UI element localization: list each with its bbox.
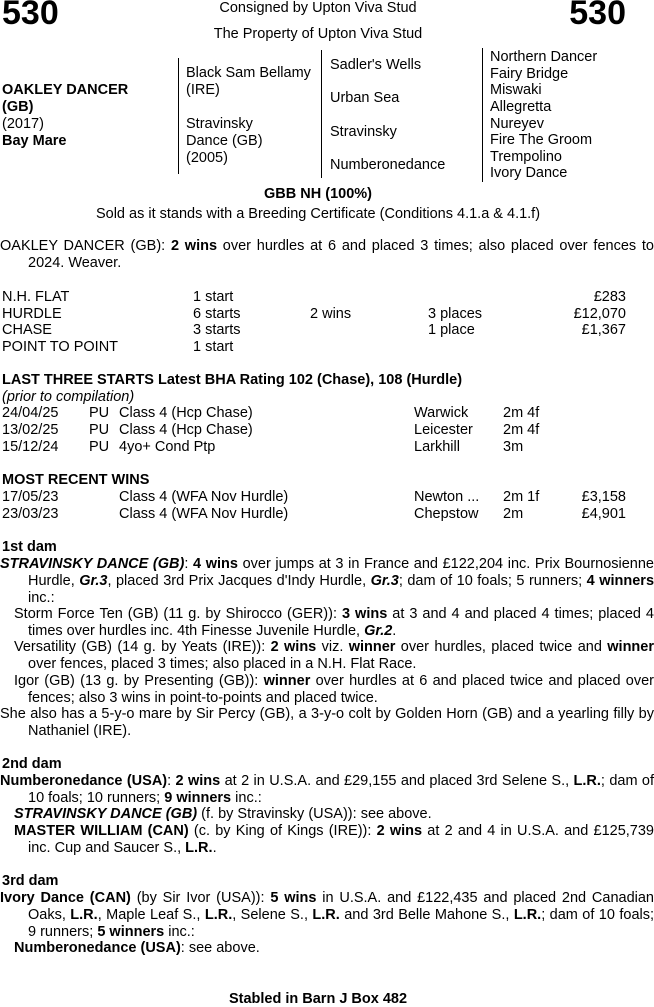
first-dam-also: She also has a 5-y-o mare by Sir Percy (GB), a 3-y-o colt by Golden Horn (GB) and a yearling filly by Nathaniel (IRE). xyxy=(0,706,654,739)
race-summary: OAKLEY DANCER (GB): 2 wins over hurdles at 6 and placed 3 times; also placed over fences to 2024. Weaver. xyxy=(0,238,654,271)
pedigree-gs-2: Urban Sea xyxy=(330,90,400,106)
first-dam-offspring: Igor (GB) (13 g. by Presenting (GB)): winner over hurdles at 6 and placed twice and placed over fences; also 3 wins in point-to-points and placed twice. xyxy=(14,673,654,706)
pedigree-gs-4: Numberonedance xyxy=(330,157,446,173)
second-dam-heading: 2nd dam xyxy=(2,756,62,772)
stabled-footer: Stabled in Barn J Box 482 xyxy=(228,991,408,1007)
second-dam-paragraph: Numberonedance (USA): 2 wins at 2 in U.S.A. and £29,155 and placed 3rd Selene S., L.R.; dam of 10 foals; 10 runners; 9 winners inc.: xyxy=(0,773,654,806)
pedigree-divider-3 xyxy=(482,48,483,182)
record-row: HURDLE 6 starts 2 wins 3 places £12,070 xyxy=(2,306,626,322)
last-start-row: 15/12/24 PU 4yo+ Cond Ptp Larkhill 3m xyxy=(2,439,524,455)
last-three-note: (prior to compilation) xyxy=(2,389,135,405)
pedigree-ggs-7: Trempolino xyxy=(490,149,562,165)
first-dam-paragraph: STRAVINSKY DANCE (GB): 4 wins over jumps at 3 in France and £122,204 inc. Prix Bournosienne Hurdle, Gr.3, placed 3rd Prix Jacques d'Indy Hurdle, Gr.3; dam of 10 foals; 5 runners; 4 winners inc.: xyxy=(0,556,654,606)
pedigree-gs-1: Sadler's Wells xyxy=(330,57,422,73)
sold-line: Sold as it stands with a Breeding Certificate (Conditions 4.1.a & 4.1.f) xyxy=(95,206,541,222)
horse-name: OAKLEY DANCER xyxy=(2,82,129,98)
property-line: The Property of Upton Viva Stud xyxy=(213,26,423,42)
last-start-row: 13/02/25 PU Class 4 (Hcp Chase) Leicester 2m 4f xyxy=(2,422,540,438)
pedigree-dam-line3: (2005) xyxy=(186,150,228,166)
lot-number-right: 530 xyxy=(569,0,626,32)
pedigree-divider-1 xyxy=(178,58,179,174)
first-dam-offspring: Versatility (GB) (14 g. by Yeats (IRE)): 2 wins viz. winner over hurdles, placed twice and winner over fences, placed 3 times; also placed in a N.H. Flat Race. xyxy=(14,639,654,672)
pedigree-ggs-8: Ivory Dance xyxy=(490,165,568,181)
last-three-heading: LAST THREE STARTS Latest BHA Rating 102 (Chase), 108 (Hurdle) xyxy=(2,372,463,388)
record-row: N.H. FLAT 1 start £283 xyxy=(2,289,626,305)
rating-line: GBB NH (100%) xyxy=(264,186,372,202)
record-row: CHASE 3 starts 1 place £1,367 xyxy=(2,322,626,338)
lot-number-left: 530 xyxy=(2,0,59,32)
pedigree-ggs-3: Miswaki xyxy=(490,82,542,98)
pedigree-ggs-1: Northern Dancer xyxy=(490,49,598,65)
third-dam-heading: 3rd dam xyxy=(2,873,59,889)
record-row: POINT TO POINT 1 start xyxy=(2,339,234,355)
third-dam-paragraph: Ivory Dance (CAN) (by Sir Ivor (USA)): 5 wins in U.S.A. and £122,435 and placed 2nd Canadian Oaks, L.R., Maple Leaf S., L.R., Selene S., L.R. and 3rd Belle Mahone S., L.R.; dam of 10 foals; 9 runners; 5 winners inc.: xyxy=(0,890,654,940)
pedigree-gs-3: Stravinsky xyxy=(330,124,397,140)
horse-sex-colour: Bay Mare xyxy=(2,133,67,149)
recent-win-row: 17/05/23 Class 4 (WFA Nov Hurdle) Newton ... 2m 1f £3,158 xyxy=(2,489,626,505)
third-dam-offspring: Numberonedance (USA): see above. xyxy=(14,940,260,956)
horse-country: (GB) xyxy=(2,99,34,115)
pedigree-divider-2 xyxy=(321,50,322,178)
pedigree-ggs-2: Fairy Bridge xyxy=(490,66,569,82)
pedigree-ggs-6: Fire The Groom xyxy=(490,132,593,148)
horse-year: (2017) xyxy=(2,116,44,132)
pedigree-ggs-5: Nureyev xyxy=(490,116,544,132)
first-dam-heading: 1st dam xyxy=(2,539,57,555)
pedigree-dam-line1: Stravinsky xyxy=(186,116,253,132)
pedigree-dam-line2: Dance (GB) xyxy=(186,133,263,149)
recent-wins-heading: MOST RECENT WINS xyxy=(2,472,150,488)
consigned-line: Consigned by Upton Viva Stud xyxy=(219,0,417,16)
first-dam-offspring: Storm Force Ten (GB) (11 g. by Shirocco (GER)): 3 wins at 3 and 4 and placed 4 times; placed 4 times over hurdles inc. 4th Finesse Juvenile Hurdle, Gr.2. xyxy=(14,606,654,639)
last-start-row: 24/04/25 PU Class 4 (Hcp Chase) Warwick 2m 4f xyxy=(2,405,540,421)
recent-win-row: 23/03/23 Class 4 (WFA Nov Hurdle) Chepstow 2m £4,901 xyxy=(2,506,626,522)
pedigree-sire: Black Sam Bellamy (IRE) xyxy=(186,65,311,98)
pedigree-ggs-4: Allegretta xyxy=(490,99,552,115)
second-dam-offspring: MASTER WILLIAM (CAN) (c. by King of Kings (IRE)): 2 wins at 2 and 4 in U.S.A. and £125,739 inc. Cup and Saucer S., L.R.. xyxy=(14,823,654,856)
second-dam-offspring: STRAVINSKY DANCE (GB) (f. by Stravinsky (USA)): see above. xyxy=(14,806,432,822)
